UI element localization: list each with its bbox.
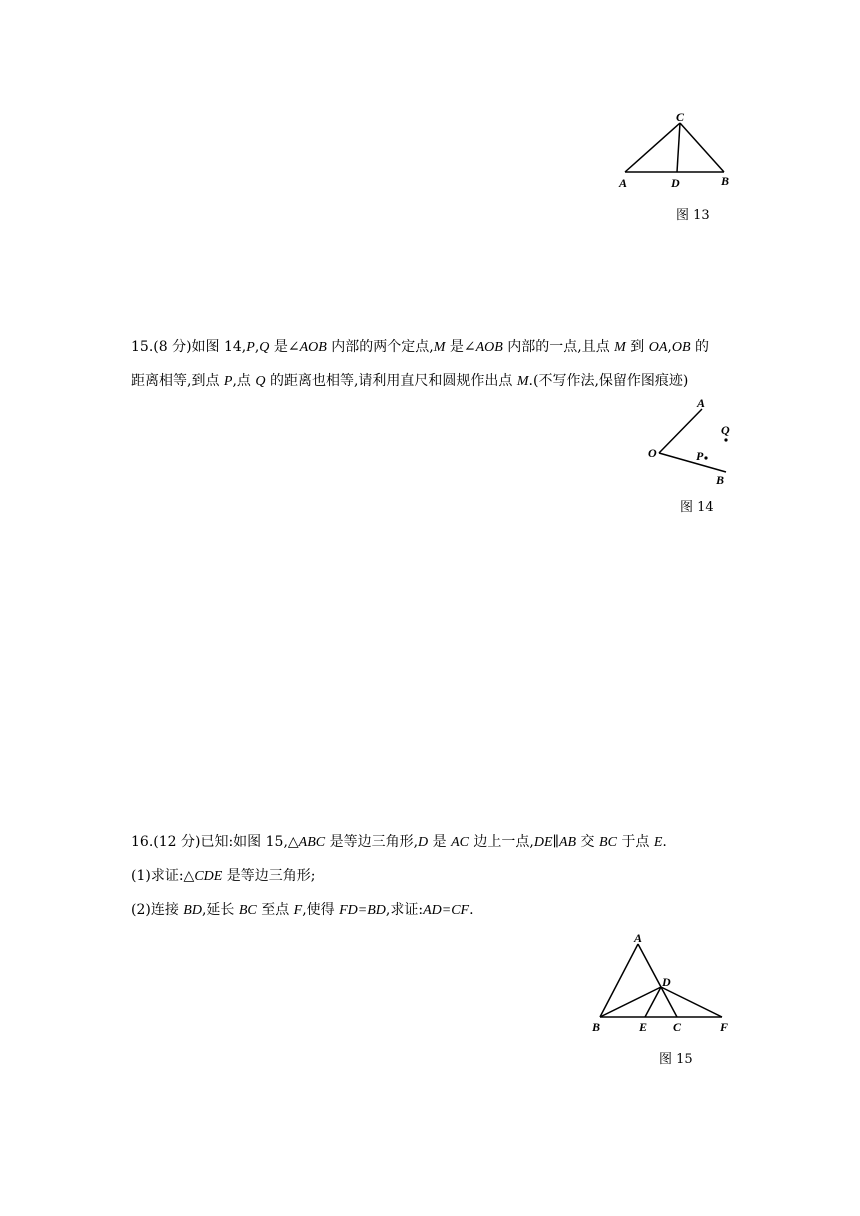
- math-var: FD=BD: [339, 903, 386, 918]
- text: ,求证:: [385, 902, 424, 918]
- text: 交: [576, 834, 600, 850]
- question-score: (8 分): [153, 339, 192, 355]
- figure-15-caption: 图 15: [659, 1052, 693, 1067]
- text: 距离相等,到点: [131, 373, 224, 389]
- math-var: M: [516, 374, 529, 389]
- figure-15-diagram: [585, 930, 745, 1036]
- text: .: [662, 834, 667, 850]
- math-var: AOB: [475, 340, 503, 355]
- text: 是等边三角形,: [325, 834, 419, 850]
- text: 至点: [256, 902, 294, 918]
- point-label-a: A: [634, 931, 643, 945]
- segment-ca: [625, 123, 680, 172]
- text: (1)求证:△: [131, 868, 195, 884]
- text: .(不写作法,保留作图痕迹): [528, 373, 689, 389]
- math-var: Q: [255, 374, 266, 389]
- figure-13-caption: 图 13: [676, 208, 710, 223]
- math-var: P: [223, 374, 233, 389]
- text: 内部的两个定点,: [326, 339, 434, 355]
- point-label-c: C: [676, 110, 685, 124]
- point-label-q: Q: [721, 423, 730, 437]
- question-15-line-2: [131, 371, 688, 392]
- math-var: M: [433, 340, 446, 355]
- math-var: Q: [259, 340, 270, 355]
- question-score: (12 分): [153, 834, 201, 850]
- point-label-f: F: [720, 1020, 729, 1034]
- segment-ac: [638, 944, 677, 1017]
- text: 的距离也相等,请利用直尺和圆规作出点: [265, 373, 517, 389]
- question-16-part-2: [131, 900, 474, 921]
- text: 是: [428, 834, 452, 850]
- segment-cd: [677, 123, 680, 172]
- math-var: CDE: [194, 869, 223, 884]
- math-var: AC: [451, 835, 469, 850]
- text: 是等边三角形;: [222, 868, 316, 884]
- text: 的: [690, 339, 709, 355]
- point-label-d: D: [662, 975, 671, 989]
- question-16-part-1: [131, 866, 316, 887]
- figure-14-diagram: [640, 394, 750, 490]
- math-var: ABC: [298, 835, 326, 850]
- segment-df: [661, 987, 722, 1017]
- math-var: OB: [671, 340, 691, 355]
- math-var: M: [614, 340, 626, 355]
- point-label-o: O: [648, 446, 657, 460]
- ray-oa: [659, 409, 702, 453]
- point-label-a: A: [697, 396, 706, 410]
- math-var: DE: [533, 835, 553, 850]
- text: ,点: [232, 373, 256, 389]
- text: ,: [667, 339, 672, 355]
- text: ,: [254, 339, 260, 355]
- math-var: BD: [183, 903, 202, 918]
- math-var: E: [653, 835, 663, 850]
- point-label-c: C: [673, 1020, 682, 1034]
- math-var: AB: [559, 835, 577, 850]
- segment-ab: [600, 944, 638, 1017]
- text: 边上一点,: [468, 834, 534, 850]
- figure-13: [612, 108, 752, 192]
- text: ∥: [552, 834, 559, 850]
- text: (2)连接: [131, 902, 184, 918]
- text: 如图 14,: [191, 339, 247, 355]
- text: 是∠: [445, 339, 476, 355]
- text: 到: [625, 339, 649, 355]
- math-var: BC: [599, 835, 617, 850]
- point-label-p: P: [696, 449, 704, 463]
- math-var: D: [418, 835, 429, 850]
- text: 内部的一点,且点: [502, 339, 615, 355]
- point-label-b: B: [592, 1020, 601, 1034]
- point-q-dot: [724, 438, 727, 441]
- figure-13-diagram: [612, 108, 752, 192]
- question-number: 16.: [131, 834, 154, 850]
- math-var: AOB: [299, 340, 327, 355]
- text: 是∠: [269, 339, 300, 355]
- question-16-line-1: [131, 832, 667, 853]
- math-var: BC: [238, 903, 257, 918]
- figure-14: [640, 394, 750, 490]
- math-var: P: [246, 340, 255, 355]
- point-p-dot: [704, 456, 707, 459]
- question-number: 15.: [131, 339, 154, 355]
- question-15-line-1: [131, 337, 709, 358]
- point-label-d: D: [671, 176, 680, 190]
- point-label-a: A: [619, 176, 628, 190]
- ray-ob: [659, 453, 726, 472]
- segment-bd: [600, 987, 661, 1017]
- text: 已知:如图 15,△: [200, 834, 299, 850]
- text: ,延长: [201, 902, 239, 918]
- text: ,使得: [302, 902, 340, 918]
- text: 于点: [616, 834, 654, 850]
- math-var: AD=CF: [423, 903, 470, 918]
- figure-15: [585, 930, 745, 1036]
- point-label-e: E: [639, 1020, 648, 1034]
- point-label-b: B: [721, 174, 730, 188]
- point-label-b: B: [716, 473, 725, 487]
- figure-14-caption: 图 14: [680, 500, 714, 515]
- math-var: OA: [648, 340, 668, 355]
- segment-cb: [680, 123, 724, 172]
- math-var: F: [293, 903, 303, 918]
- text: .: [469, 902, 474, 918]
